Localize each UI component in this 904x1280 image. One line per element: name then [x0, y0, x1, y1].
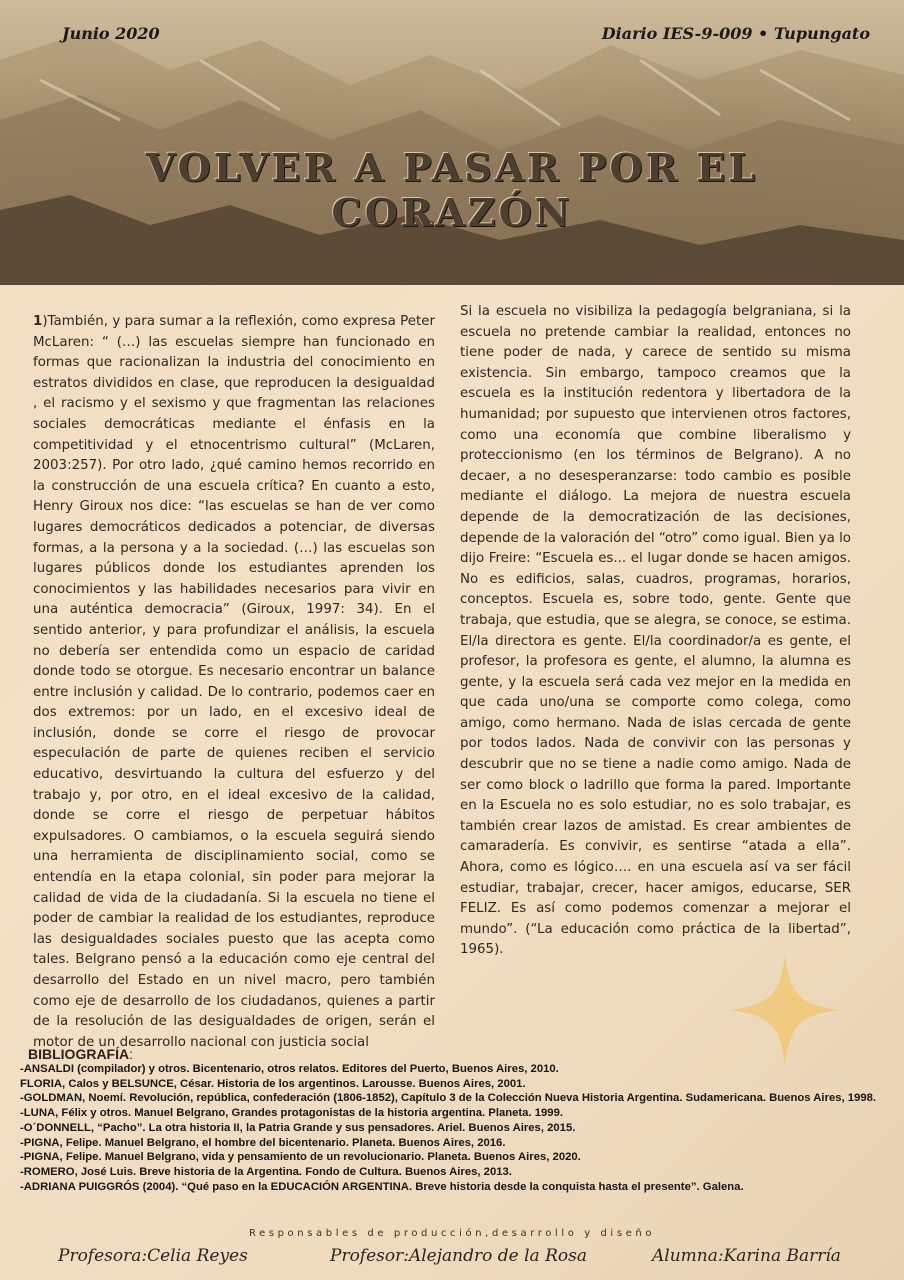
right-column-text: Si la escuela no visibiliza la pedagogía belgraniana, si la escuela no pretende cambiar la realidad, entonces no tiene poder de nada, y carece de sentido su misma existencia. Sin embargo, tampoco creamos que la escuela es la institución redentora y libertadora de la humanidad; por supuesto que intervienen otros factores, como una economía que combine liberalismo y proteccionismo (en los términos de Belgrano). A no decaer, a no desesperanzarse: todo cambio es posible mediante el diálogo. La mejora de nuestra escuela depende de la democratización de las decisiones, depende de la valoración del “otro” como igual. Bien ya lo dijo Freire: “Escuela es... el lugar donde se hacen amigos. No es edificios, salas, cuadros, programas, horarios, conceptos. Escuela es, sobre todo, gente. Gente que trabaja, que estudia, que se alegra, se conoce, se estima. El/la directora es gente. El/la coordinador/a es gente, el profesor, la profesora es gente, el alumno, la alumna es gente, y la escuela será cada vez mejor en la medida en que cada uno/una se comporte como colega, como amigo, como hermano. Nada de islas cercada de gente por todos lados. Nada de convivir con las personas y descubrir que no se tiene a nadie como amigo. Nada de ser como block o ladrillo que forma la pared. Importante en la Escuela no es solo estudiar, no es solo trabajar, es también crear lazos de amistad. Es crear ambientes de camaradería. Es convivir, es sentirse “atada a ella”. Ahora, como es lógico…. en una escuela así va ser fácil estudiar, trabajar, crecer, hacer amigos, educarse, SER FELIZ. Es así como podemos comenzar a mejorar el mundo”. (“La educación como práctica de la libertad”, 1965).	[460, 304, 851, 958]
publication-name: Diario IES-9-009 • Tupungato	[601, 24, 870, 43]
left-column-text	[33, 312, 435, 1053]
signature-teacher-2: Profesor:Alejandro de la Rosa	[330, 1246, 587, 1266]
bibliography-item: -ADRIANA PUIGGRÓS (2004). “Qué paso en la EDUCACIÓN ARGENTINA. Breve historia desde la conquista hasta el presente”. Galena.	[20, 1180, 744, 1193]
bibliography-item: -O´DONNELL, “Pacho”. La otra historia II, la Patria Grande y sus pensadores. Ariel. Buenos Aires, 2015.	[20, 1121, 576, 1134]
header-banner	[0, 0, 904, 285]
bibliography-heading: BIBLIOGRAFÍA:	[28, 1046, 133, 1062]
left-column-body: )También, y para sumar a la reflexión, como expresa Peter McLaren: “ (…) las escuelas siempre han funcionado en formas que racionalizan la industria del conocimiento en estratos divididos en clase, que reproducen la desigualdad , el racismo y el sexismo y que fragmentan las relaciones sociales democráticas mediante el énfasis en la competitividad y el etnocentrismo cultural” (McLaren, 2003:257). Por otro lado, ¿qué camino hemos recorrido en la construcción de una escuela crítica? En cuanto a esto, Henry Giroux nos dice: “las escuelas se han de ver como lugares democráticos dedicados a potenciar, de diversas formas, a la persona y a la sociedad. (…) las escuelas son lugares públicos donde los estudiantes aprenden los conocimientos y las habilidades necesarios para vivir en una auténtica democracia” (Giroux, 1997: 34). En el sentido anterior, y para profundizar el análisis, la escuela no debería ser entendida como un espacio de caridad donde todo se otorgue. Es necesario encontrar un balance entre inclusión y calidad. De lo contrario, podemos caer en dos extremos: por un lado, en el excesivo ideal de inclusión, donde se corre el riesgo de provocar especulación de parte de quienes reciben el servicio educativo, desvirtuando la cultura del esfuerzo y del trabajo y, por otro, en el ideal excesivo de la calidad, donde se corre el riesgo de perpetuar hábitos expulsadores. O cambiamos, o la escuela seguirá siendo una herramienta de disciplinamiento social, como se entendía en la etapa colonial, sin poder para mejorar la calidad de vida de la ciudadanía. Si la escuela no tiene el poder de cambiar la realidad de los estudiantes, reproduce las desigualdades sociales puesto que las acepta como tales. Belgrano pensó a la educación como eje central del desarrollo del Estado en un nivel macro, pero también como eje de desarrollo de los ciudadanos, quienes a partir de la resolución de las desigualdades de origen, serán el motor de un desarrollo nacional con justicia social	[33, 314, 435, 1050]
signature-student: Alumna:Karina Barría	[652, 1246, 841, 1266]
bibliography-list	[20, 1062, 900, 1194]
bibliography-item: -LUNA, Félix y otros. Manuel Belgrano, Grandes protagonistas de la historia argentina. Planeta. 1999.	[20, 1107, 564, 1120]
star-decoration-icon	[730, 955, 840, 1065]
bibliography-item: -PIGNA, Felipe. Manuel Belgrano, vida y pensamiento de un revolucionario. Planeta. Buenos Aires, 2020.	[20, 1151, 581, 1164]
section-number: 1	[33, 314, 43, 329]
issue-date: Junio 2020	[62, 24, 160, 43]
bibliography-item: -GOLDMAN, Noemí. Revolución, república, confederación (1806-1852), Capítulo 3 de la Colección Nueva Historia Argentina. Sudamericana. Buenos Aires, 1998.	[20, 1092, 877, 1105]
article-title-line1: VOLVER A PASAR POR EL	[145, 145, 759, 190]
bibliography-item: -ANSALDI (compilador) y otros. Bicentenario, otros relatos. Editores del Puerto, Buenos Aires, 2010.	[20, 1063, 559, 1075]
bibliography-item: -PIGNA, Felipe. Manuel Belgrano, el hombre del bicentenario. Planeta. Buenos Aires, 2016.	[20, 1136, 506, 1149]
article-title-line2: CORAZÓN	[331, 190, 573, 235]
left-column	[33, 312, 435, 1053]
bibliography-item: FLORIA, Calos y BELSUNCE, César. Historia de los argentinos. Larousse. Buenos Aires, 2001.	[20, 1077, 526, 1090]
signature-teacher-1: Profesora:Celia Reyes	[58, 1246, 248, 1266]
bibliography-item: -ROMERO, José Luis. Breve historia de la Argentina. Fondo de Cultura. Buenos Aires, 2013.	[20, 1165, 512, 1178]
production-credits: Responsables de producción,desarrollo y diseño	[248, 1228, 656, 1239]
right-column	[460, 302, 851, 961]
